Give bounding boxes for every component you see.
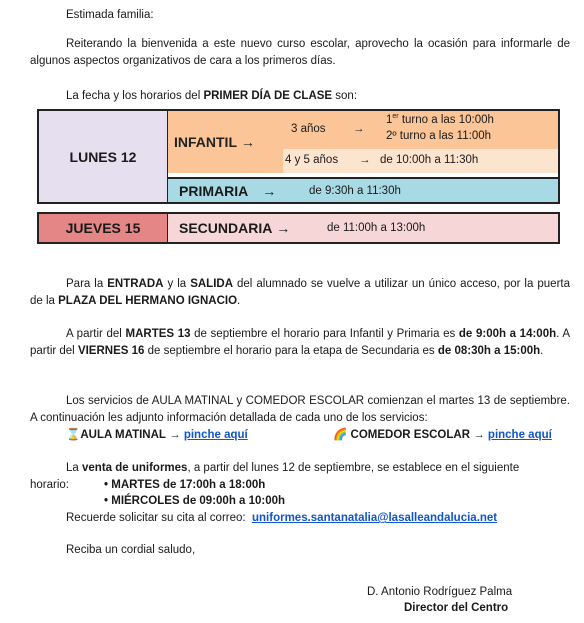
signature-name: D. Antonio Rodríguez Palma xyxy=(367,586,513,598)
day-jueves-label: JUEVES 15 xyxy=(65,220,141,236)
hours-paragraph xyxy=(30,326,570,360)
dates-intro xyxy=(30,88,570,105)
dates-intro-after: son: xyxy=(332,90,358,102)
greeting: Estimada familia: xyxy=(66,9,154,21)
horario-label: horario: xyxy=(30,479,69,491)
slot-2-text: MIÉRCOLES de 09:00h a 10:00h xyxy=(111,495,286,507)
entrance-b1: ENTRADA xyxy=(107,278,164,290)
comedor-link[interactable]: pinche aquí xyxy=(487,429,552,441)
email-line xyxy=(66,510,497,527)
entrance-t4: . xyxy=(237,295,241,307)
infantil-arrow: → xyxy=(240,134,255,150)
day-lunes-label: LUNES 12 xyxy=(69,148,137,165)
secundaria-time: de 11:00h a 13:00h xyxy=(327,222,426,234)
aula-matinal-link[interactable]: pinche aquí xyxy=(183,429,248,441)
entrance-t3: del alumnado se vuelve a utilizar un único acceso, por la puerta de la xyxy=(30,278,570,307)
uniforms-b1: venta de uniformes xyxy=(82,462,188,474)
intro-paragraph xyxy=(30,36,570,70)
aula-matinal-label: AULA MATINAL xyxy=(80,429,166,441)
email-link[interactable]: uniformes.santanatalia@lasalleandalucia.net xyxy=(252,512,498,524)
comedor-line xyxy=(333,427,552,444)
entrance-paragraph xyxy=(30,276,570,310)
cuatro-cinco-time: de 10:00h a 11:30h xyxy=(380,154,479,166)
hours-t5: . xyxy=(540,345,544,357)
secundaria-arrow: → xyxy=(276,220,291,236)
aula-matinal-arrow: → xyxy=(169,429,181,441)
cuatro-cinco-arrow: → xyxy=(359,154,371,166)
primaria-time: de 9:30h a 11:30h xyxy=(309,184,401,197)
cuatro-cinco-row xyxy=(283,149,558,173)
hours-b2: de 9:00h a 14:00h xyxy=(458,328,557,340)
secundaria-label: SECUNDARIA xyxy=(179,220,273,236)
hours-t3: . A partir del xyxy=(30,328,570,357)
tres-anos-label: 3 años xyxy=(291,123,326,135)
primaria-arrow: → xyxy=(262,182,277,199)
intro-text: Reiterando la bienvenida a este nuevo curso escolar, aprovecho la ocasión para informarle de algunos aspectos organizativos de cara a los primeros días. xyxy=(30,38,570,67)
services-paragraph xyxy=(30,393,570,427)
turno1-num: 1 xyxy=(386,114,393,126)
hours-t2: de septiembre el horario para Infantil y Primaria es xyxy=(190,328,459,340)
bullet-1: • xyxy=(104,479,109,491)
primaria-label: PRIMARIA xyxy=(179,182,249,199)
services-text: Los servicios de AULA MATINAL y COMEDOR ESCOLAR comienzan el martes 13 de septiembre. A continuación les adjunto información detallada de cada uno de los servicios: xyxy=(30,395,570,424)
turno2: 2º turno a las 11:00h xyxy=(386,130,492,142)
hours-t4: de septiembre el horario para la etapa de Secundaria es xyxy=(144,345,438,357)
schedule-block-lunes xyxy=(37,109,560,204)
turno1-text: turno a las 10:00h xyxy=(398,114,494,126)
uniform-slot-2 xyxy=(104,493,285,510)
hourglass-icon: ⌛ xyxy=(66,429,81,441)
cuatro-cinco-label: 4 y 5 años xyxy=(285,154,339,166)
dates-intro-before: La fecha y los horarios del xyxy=(66,90,204,102)
secundaria-time-cell xyxy=(323,214,558,242)
comedor-arrow: → xyxy=(473,429,485,441)
entrance-b3: PLAZA DEL HERMANO IGNACIO xyxy=(58,295,238,307)
primaria-label-cell xyxy=(168,179,307,202)
hours-b1: MARTES 13 xyxy=(125,328,191,340)
entrance-t2: y la xyxy=(163,278,191,290)
slot-1-text: MARTES de 17:00h a 18:00h xyxy=(111,479,266,491)
day-lunes xyxy=(39,111,168,202)
email-prompt: Recuerde solicitar su cita al correo: xyxy=(66,512,246,524)
dates-intro-bold: PRIMER DÍA DE CLASE xyxy=(203,90,333,102)
turno1 xyxy=(386,114,494,126)
secundaria-label-cell xyxy=(168,214,323,242)
signature-title: Director del Centro xyxy=(404,602,509,614)
turno1-sup: er xyxy=(392,113,399,121)
rainbow-icon: 🌈 xyxy=(333,429,348,441)
comedor-label: COMEDOR ESCOLAR xyxy=(350,429,471,441)
day-jueves xyxy=(39,214,168,242)
entrance-t1: Para la xyxy=(66,278,108,290)
schedule-block-jueves xyxy=(37,212,560,244)
infantil-label-cell xyxy=(168,111,283,173)
uniforms-t1: La xyxy=(66,462,82,474)
hours-b3: VIERNES 16 xyxy=(77,345,145,357)
hours-b4: de 08:30h a 15:00h xyxy=(437,345,541,357)
closing: Reciba un cordial saludo, xyxy=(66,544,196,556)
hours-t1: A partir del xyxy=(66,328,126,340)
infantil-label: INFANTIL xyxy=(174,134,237,150)
uniforms-t2: , a partir del lunes 12 de septiembre, se establece en el siguiente xyxy=(187,462,520,474)
tres-anos-row xyxy=(283,111,558,149)
uniform-slot-1 xyxy=(104,477,265,494)
aula-matinal-line xyxy=(66,427,248,444)
entrance-b2: SALIDA xyxy=(190,278,234,290)
bullet-2: • xyxy=(104,495,109,507)
primaria-time-cell xyxy=(307,179,507,202)
tres-anos-arrow: → xyxy=(353,123,365,135)
uniforms-paragraph xyxy=(30,460,570,477)
